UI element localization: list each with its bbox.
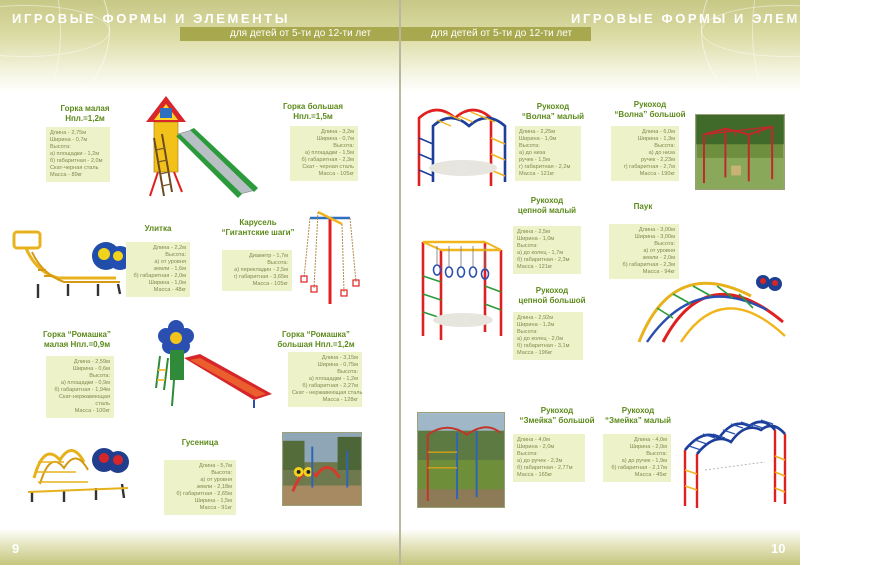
spec-line: Высота: <box>519 143 540 149</box>
spec-line: ручек - 1,5м <box>519 157 550 163</box>
spec-line: Высота: <box>517 329 538 335</box>
spec-line: а) площадки - 1,2м <box>50 151 100 157</box>
title-line: Рукоход <box>633 100 667 109</box>
title-line: Рукоход <box>540 406 574 415</box>
spec-line: Ширина - 0,7м <box>50 137 88 143</box>
spec-line: Масса - 105кг <box>318 171 354 177</box>
spec-card-monkey-wave-small <box>515 126 581 181</box>
header-title: ИГРОВЫЕ ФОРМЫ И ЭЛЕМЕНТЫ <box>12 11 291 26</box>
title-line: малая Нпл.=0,9м <box>43 340 111 349</box>
spec-line: а) от уровня <box>643 248 675 254</box>
spec-line: а) до ручек - 2,3м <box>517 458 563 464</box>
header-title: ИГРОВЫЕ ФОРМЫ И ЭЛЕМЕНТЫ <box>571 11 850 26</box>
spec-line: Скат-черная сталь <box>50 165 99 171</box>
spec-line: г) габаритная - 2,7м <box>623 164 675 170</box>
spec-line: Масса - 91кг <box>199 505 232 511</box>
spec-line: Высота: <box>654 143 675 149</box>
spec-line: Масса - 165кг <box>517 472 553 478</box>
spec-line: Масса - 190кг <box>639 171 675 177</box>
title-line: большая Нпл.=1,2м <box>277 340 355 349</box>
title-line: Паук <box>633 202 653 211</box>
title-line: цепной малый <box>517 206 577 215</box>
page-number-right: 10 <box>771 541 786 556</box>
spec-line: Скат - нержавеющая сталь <box>292 390 363 396</box>
monkey-bars-chain-illustration <box>415 232 507 342</box>
spec-line: Ширина - 1,0м <box>517 236 555 242</box>
spec-line: Масса - 105кг <box>252 281 288 287</box>
spec-line: Скат - черная сталь <box>302 164 354 170</box>
title-line: Рукоход <box>535 286 569 295</box>
title-line: Карусель <box>239 218 277 227</box>
spec-line: Длина - 2,75м <box>50 130 87 136</box>
spec-line: Высота: <box>646 451 667 457</box>
monkey-wave-big-photo <box>695 114 785 190</box>
right-page <box>401 0 850 565</box>
spec-line: б) габаритная - 3,1м <box>517 343 570 349</box>
spec-line: а) от уровня <box>154 259 186 265</box>
spec-card-slide-big <box>290 126 358 181</box>
spec-line: Ширина - 2,0м <box>629 444 667 450</box>
spec-line: б) габаритная - 2,65м <box>176 491 232 497</box>
spec-line: Масса - 128кг <box>322 397 358 403</box>
header-subtitle: для детей от 5-ти до 12-ти лет <box>431 28 573 39</box>
title-line: Горка малая <box>60 104 110 113</box>
spec-line: Высота: <box>333 143 354 149</box>
spec-line: Высота: <box>211 470 232 476</box>
title-line: цепной большой <box>518 296 586 305</box>
spec-line: Масса - 48кг <box>153 287 186 293</box>
title-line: “Волна” малый <box>521 112 585 121</box>
spec-line: Масса - 196кг <box>517 350 553 356</box>
spec-line: а) до колец - 2,0м <box>517 336 564 342</box>
spec-line: Ширина - 0,7м <box>316 136 354 142</box>
spec-line: Масса - 89кг <box>50 172 83 178</box>
title-line: Нпл.=1,2м <box>65 114 105 123</box>
spec-line: Высота: <box>654 241 675 247</box>
spec-card-monkey-snake-small <box>603 434 671 482</box>
spec-line: Скат-нержавеющая <box>58 394 110 400</box>
monkey-snake-big-photo <box>417 412 505 508</box>
spec-line: б) габаритная - 2,3м <box>301 157 354 163</box>
title-line: Рукоход <box>530 196 564 205</box>
product-title-slide-small <box>40 104 130 124</box>
spec-line: Ширина - 1,5м <box>194 498 232 504</box>
product-title-chamomile-small <box>28 330 126 350</box>
spec-line: Высота: <box>517 243 538 249</box>
spec-line: Длина - 2,2м <box>153 245 186 251</box>
spec-line: Длина - 4,0м <box>517 437 550 443</box>
spec-line: земли - 2,0м <box>642 255 675 261</box>
spec-line: Высота: <box>165 252 186 258</box>
spec-line: Масса - 121кг <box>519 171 555 177</box>
title-line: Рукоход <box>536 102 570 111</box>
caterpillar-illustration <box>24 432 136 504</box>
product-title-chamomile-big <box>270 330 362 350</box>
slide-illustration <box>140 88 265 200</box>
product-title-monkey-wave-big <box>607 100 693 120</box>
spec-line: б) габаритная - 2,17м <box>611 465 667 471</box>
title-line: “Гигантские шаги” <box>221 228 295 237</box>
product-title-monkey-wave-small <box>511 102 595 122</box>
title-line: “Волна” большой <box>614 110 686 119</box>
spec-card-caterpillar <box>164 460 236 515</box>
title-line: Рукоход <box>621 406 655 415</box>
spec-line: Масса - 121кг <box>517 264 553 270</box>
page-number-left: 9 <box>12 541 20 556</box>
spec-line: Ширина - 1,0м <box>519 136 557 142</box>
chamomile-slide-illustration <box>150 318 280 410</box>
spec-line: Ширина - 1,0м <box>148 280 186 286</box>
spec-line: б) габаритная - 2,0м <box>50 158 103 164</box>
spec-card-slide-small <box>46 127 110 182</box>
spec-line: а) до низа <box>519 150 546 156</box>
spec-line: Высота: <box>50 144 71 150</box>
spec-line: Масса - 100кг <box>74 408 110 414</box>
title-line: Улитка <box>144 224 172 233</box>
footer-band <box>0 529 399 565</box>
spec-line: г) габаритная - 2,2м <box>519 164 571 170</box>
monkey-bars-snake-illustration <box>675 410 791 510</box>
title-line: Гусеница <box>181 438 219 447</box>
spider-illustration <box>633 262 791 344</box>
title-line: Нпл.=1,5м <box>293 112 333 121</box>
carousel-illustration <box>300 208 360 306</box>
product-title-slide-big <box>268 102 358 122</box>
spec-line: Ширина - 1,3м <box>637 136 675 142</box>
header-subtitle: для детей от 5-ти до 12-ти лет <box>230 28 372 39</box>
spec-line: а) до низа <box>648 150 675 156</box>
spec-line: Длина - 2,92м <box>517 315 554 321</box>
spec-line: Масса - 94кг <box>642 269 675 275</box>
spec-line: г) габаритная - 3,65м <box>233 274 288 280</box>
monkey-bars-wave-small-illustration <box>413 98 513 188</box>
spec-line: сталь <box>95 401 110 407</box>
spec-line: Диаметр - 1,7м <box>248 253 288 259</box>
product-title-monkey-chain-big <box>507 286 597 306</box>
spec-line: а) от уровня <box>200 477 232 483</box>
product-title-carousel <box>216 218 300 238</box>
spec-line: б) габаритная - 2,3м <box>622 262 675 268</box>
spec-line: Высота: <box>267 260 288 266</box>
spec-line: а) площадки - 1,2м <box>308 376 358 382</box>
spec-line: б) габаритная - 2,77м <box>517 465 573 471</box>
spec-card-monkey-snake-big <box>513 434 585 482</box>
spec-line: Длина - 5,7м <box>199 463 232 469</box>
snail-illustration <box>8 222 138 302</box>
product-title-monkey-snake-big <box>511 406 603 426</box>
spec-line: б) габаритная - 2,27м <box>302 383 358 389</box>
product-title-caterpillar <box>170 438 230 448</box>
spec-line: б) габаритная - 2,0м <box>133 273 186 279</box>
spec-line: Высота: <box>337 369 358 375</box>
spec-line: а) перекладин - 2,5м <box>234 267 288 273</box>
spec-card-chamomile-big <box>288 352 362 407</box>
left-page <box>0 0 399 565</box>
spec-line: Длина - 3,2м <box>321 129 354 135</box>
spec-line: земли - 2,18м <box>196 484 232 490</box>
spec-card-monkey-wave-big <box>611 126 679 181</box>
title-line: Горка “Ромашка” <box>282 330 350 339</box>
spec-line: Масса - 45кг <box>634 472 667 478</box>
spec-line: а) площадки - 1,5м <box>304 150 354 156</box>
footer-band <box>401 529 800 565</box>
spec-line: ручек - 2,23м <box>640 157 675 163</box>
spec-line: Длина - 3,00м <box>638 227 675 233</box>
spec-line: Длина - 6,0м <box>642 129 675 135</box>
spec-line: земли - 1,6м <box>153 266 186 272</box>
spec-line: Ширина - 1,2м <box>517 322 555 328</box>
spec-line: Ширина - 0,6м <box>72 366 110 372</box>
title-line: Горка “Ромашка” <box>43 330 111 339</box>
product-title-monkey-snake-small <box>601 406 675 426</box>
spec-line: б) габаритная - 1,94м <box>54 387 110 393</box>
spec-line: а) до ручек - 1,9м <box>621 458 667 464</box>
spec-card-monkey-chain-small <box>513 226 581 274</box>
spec-line: Длина - 2,25м <box>519 129 556 135</box>
product-title-monkey-chain-small <box>507 196 587 216</box>
spec-line: Длина - 2,59м <box>73 359 110 365</box>
spec-line: а) до колец - 1,7м <box>517 250 564 256</box>
spec-line: Ширина - 3,00м <box>634 234 675 240</box>
title-line: “Змейка” малый <box>604 416 672 425</box>
spec-line: Длина - 2,5м <box>517 229 550 235</box>
spec-line: б) габаритная - 2,3м <box>517 257 570 263</box>
product-title-snail <box>128 224 188 234</box>
caterpillar-photo <box>282 432 362 506</box>
spec-card-monkey-chain-big <box>513 312 583 360</box>
spec-line: а) площадки - 0,9м <box>60 380 110 386</box>
spec-line: Высота: <box>89 373 110 379</box>
spec-line: Длина - 3,15м <box>321 355 358 361</box>
spec-line: Длина - 4,0м <box>634 437 667 443</box>
spec-line: Высота: <box>517 451 538 457</box>
title-line: Горка большая <box>283 102 343 111</box>
spec-card-carousel <box>222 250 292 291</box>
spec-card-chamomile-small <box>46 356 114 418</box>
product-title-spider <box>623 202 663 212</box>
spec-line: Ширина - 0,75м <box>317 362 358 368</box>
spec-line: Ширина - 2,0м <box>517 444 555 450</box>
spec-card-snail <box>126 242 190 297</box>
title-line: “Змейка” большой <box>519 416 595 425</box>
